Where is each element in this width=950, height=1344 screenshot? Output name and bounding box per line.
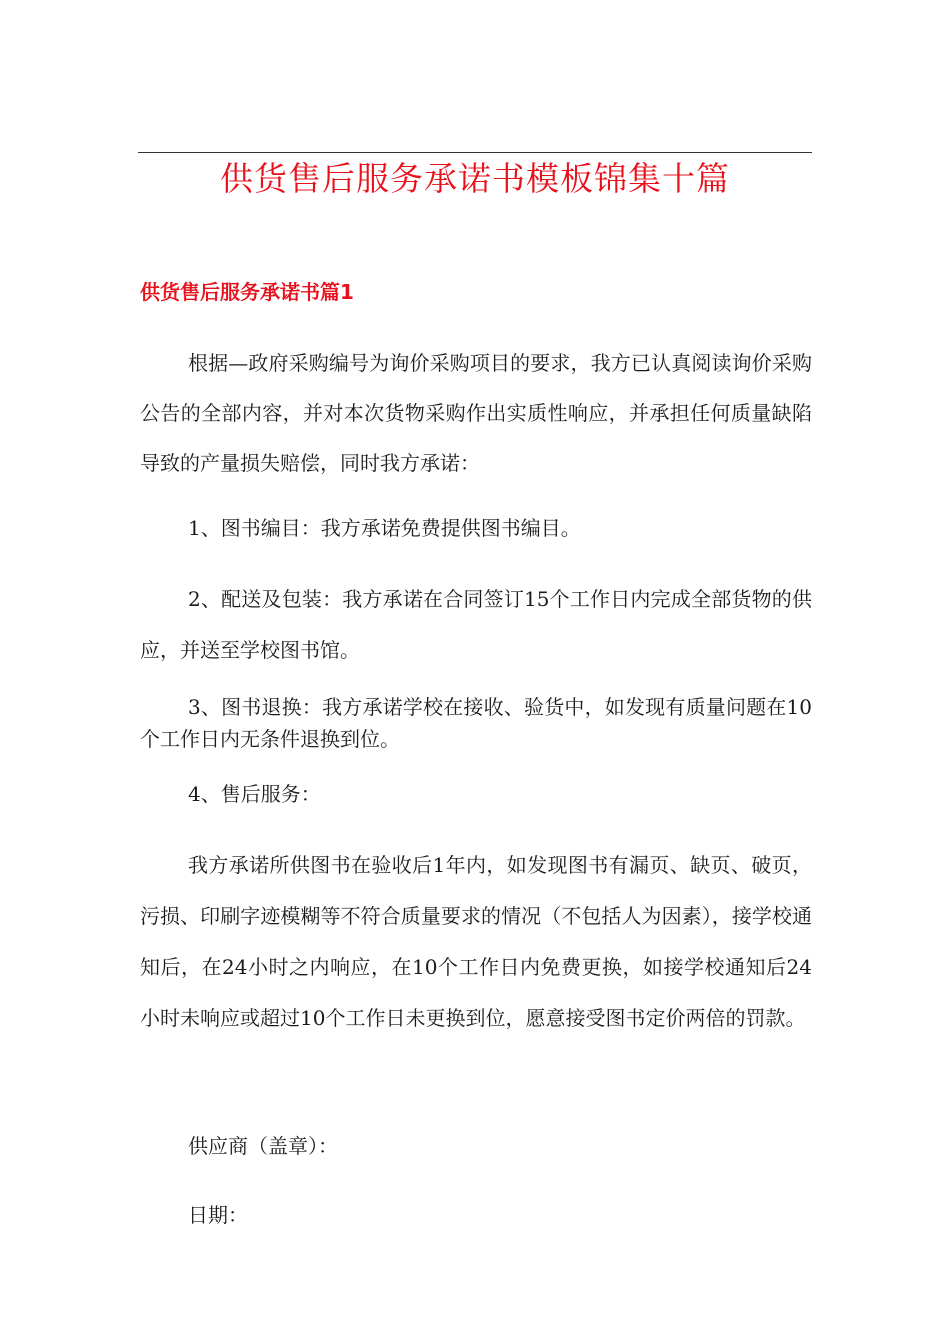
intro-paragraph: 根据—政府采购编号为询价采购项目的要求，我方已认真阅读询价采购公告的全部内容，并对本次货物采购作出实质性响应，并承担任何质量缺陷导致的产量损失赔偿，同时我方承诺：: [140, 351, 812, 475]
title-divider-rule: [138, 152, 812, 153]
commitment-item-delivery: 2、配送及包装：我方承诺在合同签订15个工作日内完成全部货物的供应，并送至学校图书馆。: [140, 587, 812, 662]
date-line: 日期：: [188, 1203, 248, 1227]
section-heading: 供货售后服务承诺书篇1: [140, 280, 354, 304]
commitment-item-returns: 3、图书退换：我方承诺学校在接收、验货中，如发现有质量问题在10个工作日内无条件退换到位。: [140, 695, 812, 751]
document-title: 供货售后服务承诺书模板锦集十篇: [220, 159, 730, 198]
after-sales-detail-paragraph: 我方承诺所供图书在验收后1年内，如发现图书有漏页、缺页、破页，污损、印刷字迹模糊等不符合质量要求的情况（不包括人为因素），接学校通知后，在24小时之内响应，在10个工作日内免费更换，如接学校通知后24小时未响应或超过10个工作日未更换到位，愿意接受图书定价两倍的罚款。: [140, 853, 812, 1030]
supplier-seal-line: 供应商（盖章）：: [188, 1134, 338, 1158]
commitment-item-after-sales: 4、售后服务：: [188, 782, 321, 806]
commitment-item-cataloging: 1、图书编目：我方承诺免费提供图书编目。: [188, 516, 581, 540]
